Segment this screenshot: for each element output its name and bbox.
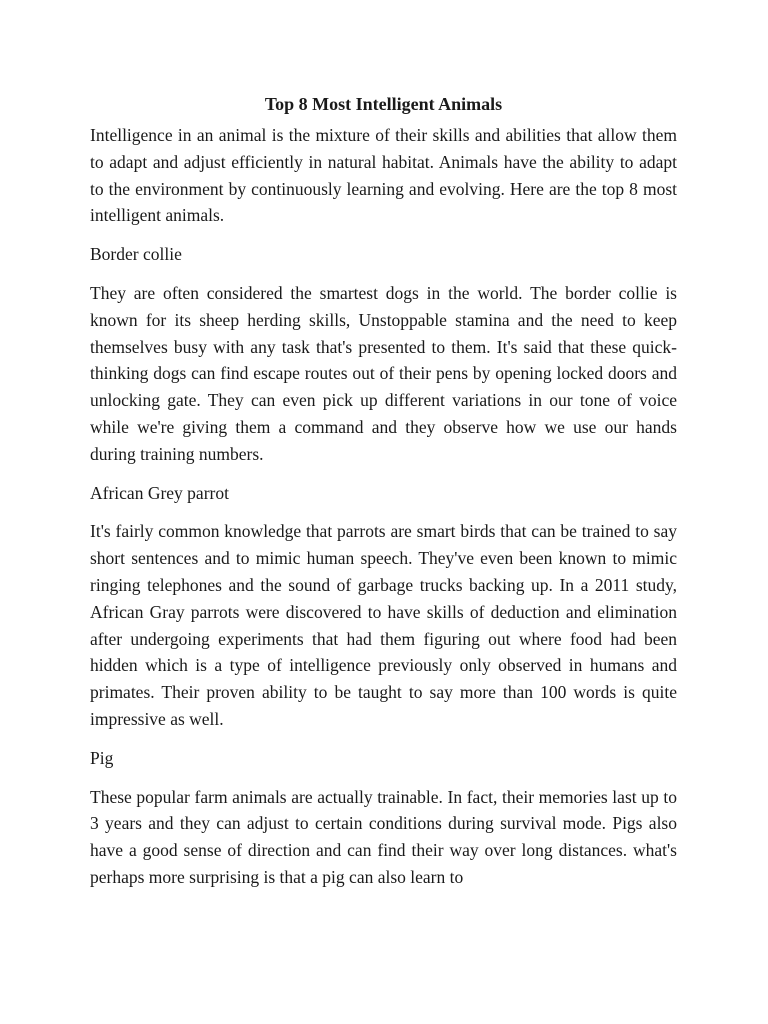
intro-paragraph: Intelligence in an animal is the mixture of their skills and abilities that allow them to adapt and adjust efficiently in natural habitat. Animals have the ability to adapt to the environment by continuously learning and evolving. Here are the top 8 most intelligent animals. xyxy=(90,125,677,226)
section-body-pig: These popular farm animals are actually trainable. In fact, their memories last up to 3 years and they can adjust to certain conditions during survival mode. Pigs also have a good sense of direction and can find their way over long distances. what's perhaps more surprising is that a pig can also learn to xyxy=(90,786,677,887)
section-body-african-grey-parrot: It's fairly common knowledge that parrots are smart birds that can be trained to say short sentences and to mimic human speech. They've even been known to mimic ringing telephones and the sound of garbage trucks backing up. In a 2011 study, African Gray parrots were discovered to have skills of deduction and elimination after undergoing experiments that had them figuring out where food had been hidden which is a type of intelligence previously only observed in humans and primates. Their proven ability to be taught to say more than 100 words is quite impressive as well. xyxy=(90,521,677,729)
document-page xyxy=(90,90,677,903)
section-body-border-collie: They are often considered the smartest dogs in the world. The border collie is known for its sheep herding skills, Unstoppable stamina and the need to keep themselves busy with any task that's presented to them. It's said that these quick-thinking dogs can find escape routes out of their pens by opening locked doors and unlocking gate. They can even pick up different variations in our tone of voice while we're giving them a command and they observe how we use our hands during training numbers. xyxy=(90,282,677,464)
section-heading-border-collie: Border collie xyxy=(90,244,182,265)
document-title: Top 8 Most Intelligent Animals xyxy=(264,94,503,114)
section-heading-african-grey-parrot: African Grey parrot xyxy=(90,482,229,503)
section-heading-pig: Pig xyxy=(90,747,114,768)
